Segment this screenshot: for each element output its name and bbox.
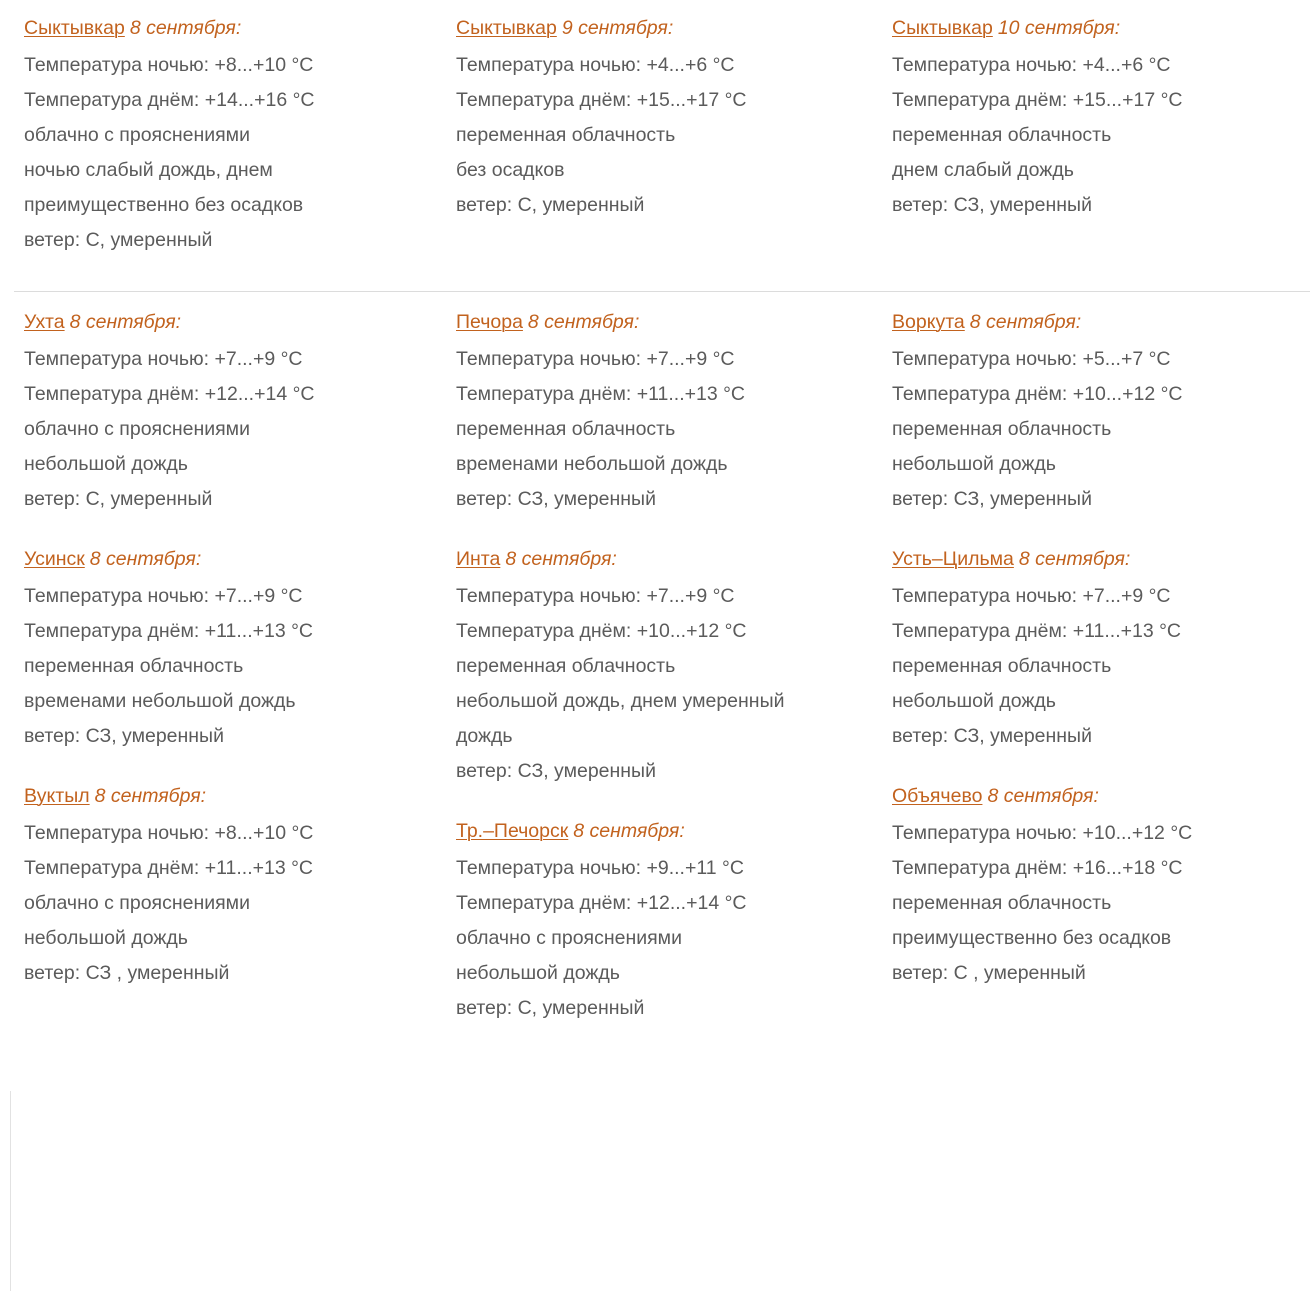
forecast-detail-line: Температура ночью: +7...+9 °C	[24, 585, 303, 607]
forecast-detail-line: Температура ночью: +4...+6 °C	[456, 54, 735, 76]
forecast-block-header	[892, 543, 1312, 577]
forecast-detail-line: Температура днём: +12...+14 °C	[24, 383, 315, 405]
forecast-detail-line: Температура ночью: +8...+10 °C	[24, 822, 314, 844]
forecast-detail-line: небольшой дождь	[24, 927, 188, 949]
forecast-detail-line: ветер: С, умеренный	[24, 229, 213, 251]
forecast-detail-line: ветер: С, умеренный	[24, 488, 213, 510]
city-link[interactable]: Объячево	[892, 785, 983, 807]
forecast-detail-line: Температура днём: +10...+12 °C	[456, 620, 747, 642]
forecast-date: 8 сентября:	[527, 311, 640, 333]
forecast-detail-line: днем слабый дождь	[892, 159, 1074, 181]
forecast-detail-line: ветер: СЗ, умеренный	[892, 194, 1092, 216]
forecast-detail-line: Температура днём: +15...+17 °C	[456, 89, 747, 111]
forecast-detail-line: Температура ночью: +9...+11 °C	[456, 857, 744, 879]
forecast-detail-line: переменная облачность	[892, 124, 1112, 146]
forecast-block-header	[892, 780, 1312, 814]
forecast-detail-line: Температура ночью: +7...+9 °C	[456, 348, 735, 370]
forecast-detail-line: облачно с прояснениями	[456, 927, 682, 949]
city-link[interactable]: Вуктыл	[24, 785, 90, 807]
forecast-detail-line: ночью слабый дождь, днем	[24, 159, 273, 181]
forecast-detail-line: небольшой дождь	[892, 453, 1056, 475]
forecast-detail-line: Температура ночью: +10...+12 °C	[892, 822, 1193, 844]
forecast-block	[892, 306, 1312, 517]
forecast-block-header	[892, 12, 1312, 46]
forecast-detail-line: Температура ночью: +7...+9 °C	[24, 348, 303, 370]
forecast-detail-line: ветер: СЗ, умеренный	[24, 725, 224, 747]
city-link[interactable]: Сыктывкар	[456, 17, 557, 39]
forecast-block-header	[24, 306, 436, 340]
forecast-block	[24, 306, 436, 517]
section-divider	[14, 291, 1310, 292]
forecast-detail-line: облачно с прояснениями	[24, 892, 250, 914]
forecast-block-header	[456, 12, 869, 46]
forecast-detail-line: Температура днём: +11...+13 °C	[24, 857, 314, 879]
forecast-block	[456, 306, 869, 517]
forecast-column-3	[869, 306, 1312, 991]
forecast-detail-line: небольшой дождь, днем умеренный	[456, 690, 785, 712]
forecast-detail-line: небольшой дождь	[892, 690, 1056, 712]
forecast-block	[24, 543, 436, 754]
forecast-detail-line: переменная облачность	[456, 124, 676, 146]
forecast-date: 8 сентября:	[129, 17, 242, 39]
forecast-detail-line: переменная облачность	[892, 418, 1112, 440]
city-link[interactable]: Ухта	[24, 311, 65, 333]
forecast-detail-line: Температура днём: +11...+13 °C	[456, 383, 746, 405]
forecast-column-1	[0, 12, 436, 258]
forecast-block-header	[456, 306, 869, 340]
forecast-detail-line: Температура днём: +11...+13 °C	[24, 620, 314, 642]
forecast-block-header	[456, 543, 869, 577]
forecast-detail-line: небольшой дождь	[456, 962, 620, 984]
forecast-detail-line: Температура ночью: +5...+7 °C	[892, 348, 1171, 370]
forecast-detail-line: ветер: С, умеренный	[456, 194, 645, 216]
left-border-guide	[10, 1091, 11, 1291]
forecast-detail-line: Температура днём: +16...+18 °C	[892, 857, 1183, 879]
city-link[interactable]: Сыктывкар	[24, 17, 125, 39]
forecast-column-1	[0, 306, 436, 991]
forecast-block	[892, 780, 1312, 991]
forecast-block-header	[892, 306, 1312, 340]
forecast-detail-line: Температура днём: +11...+13 °C	[892, 620, 1182, 642]
forecast-date: 8 сентября:	[573, 820, 685, 842]
forecast-block	[24, 12, 436, 258]
forecast-detail-line: ветер: СЗ , умеренный	[24, 962, 230, 984]
forecast-date: 8 сентября:	[505, 548, 617, 570]
forecast-detail-line: переменная облачность	[892, 892, 1112, 914]
forecast-date: 8 сентября:	[94, 785, 207, 807]
forecast-date: 8 сентября:	[69, 311, 182, 333]
forecast-detail-line: ветер: С , умеренный	[892, 962, 1086, 984]
forecast-block	[456, 543, 869, 789]
city-link[interactable]: Печора	[456, 311, 523, 333]
forecast-date: 8 сентября:	[987, 785, 1099, 807]
forecast-block	[456, 12, 869, 223]
forecast-block-header	[24, 780, 436, 814]
forecast-detail-line: временами небольшой дождь	[456, 453, 728, 475]
forecast-detail-line: Температура днём: +10...+12 °C	[892, 383, 1183, 405]
forecast-detail-line: Температура днём: +15...+17 °C	[892, 89, 1183, 111]
city-link[interactable]: Усинск	[24, 548, 85, 570]
forecast-detail-line: ветер: СЗ, умеренный	[456, 760, 656, 782]
forecast-row-top	[0, 12, 1312, 258]
city-link[interactable]: Усть–Цильма	[892, 548, 1014, 570]
forecast-date: 10 сентября:	[997, 17, 1121, 39]
forecast-detail-line: Температура днём: +14...+16 °C	[24, 89, 315, 111]
forecast-block	[892, 543, 1312, 754]
forecast-date: 9 сентября:	[561, 17, 674, 39]
forecast-detail-line: переменная облачность	[456, 655, 676, 677]
forecast-column-2	[436, 12, 869, 223]
forecast-detail-line: Температура днём: +12...+14 °C	[456, 892, 747, 914]
forecast-block	[456, 815, 869, 1026]
forecast-detail-line: переменная облачность	[456, 418, 676, 440]
forecast-section-regions	[0, 306, 1312, 1046]
city-link[interactable]: Инта	[456, 548, 501, 570]
forecast-detail-line: ветер: С, умеренный	[456, 997, 645, 1019]
forecast-date: 8 сентября:	[1018, 548, 1131, 570]
forecast-detail-line: дождь	[456, 725, 513, 747]
city-link[interactable]: Тр.–Печорск	[456, 820, 569, 842]
forecast-date: 8 сентября:	[89, 548, 202, 570]
forecast-detail-line: преимущественно без осадков	[892, 927, 1172, 949]
forecast-column-3	[869, 12, 1312, 223]
forecast-date: 8 сентября:	[969, 311, 1082, 333]
forecast-detail-line: Температура ночью: +4...+6 °C	[892, 54, 1171, 76]
forecast-detail-line: небольшой дождь	[24, 453, 188, 475]
forecast-column-2	[436, 306, 869, 1026]
forecast-block-header	[24, 12, 436, 46]
forecast-block	[892, 12, 1312, 223]
forecast-detail-line: ветер: СЗ, умеренный	[892, 488, 1092, 510]
city-link[interactable]: Сыктывкар	[892, 17, 993, 39]
forecast-detail-line: переменная облачность	[24, 655, 244, 677]
forecast-block	[24, 780, 436, 991]
forecast-detail-line: временами небольшой дождь	[24, 690, 296, 712]
forecast-block-header	[24, 543, 436, 577]
forecast-detail-line: облачно с прояснениями	[24, 124, 250, 146]
forecast-block-header	[456, 815, 869, 849]
forecast-row-regions	[0, 306, 1312, 1026]
forecast-detail-line: ветер: СЗ, умеренный	[456, 488, 656, 510]
forecast-detail-line: Температура ночью: +7...+9 °C	[456, 585, 735, 607]
forecast-detail-line: облачно с прояснениями	[24, 418, 250, 440]
forecast-detail-line: Температура ночью: +7...+9 °C	[892, 585, 1171, 607]
forecast-detail-line: преимущественно без осадков	[24, 194, 304, 216]
forecast-detail-line: Температура ночью: +8...+10 °C	[24, 54, 314, 76]
forecast-detail-line: ветер: СЗ, умеренный	[892, 725, 1092, 747]
city-link[interactable]: Воркута	[892, 311, 965, 333]
forecast-detail-line: переменная облачность	[892, 655, 1112, 677]
forecast-detail-line: без осадков	[456, 159, 565, 181]
forecast-section-capital	[0, 0, 1312, 279]
